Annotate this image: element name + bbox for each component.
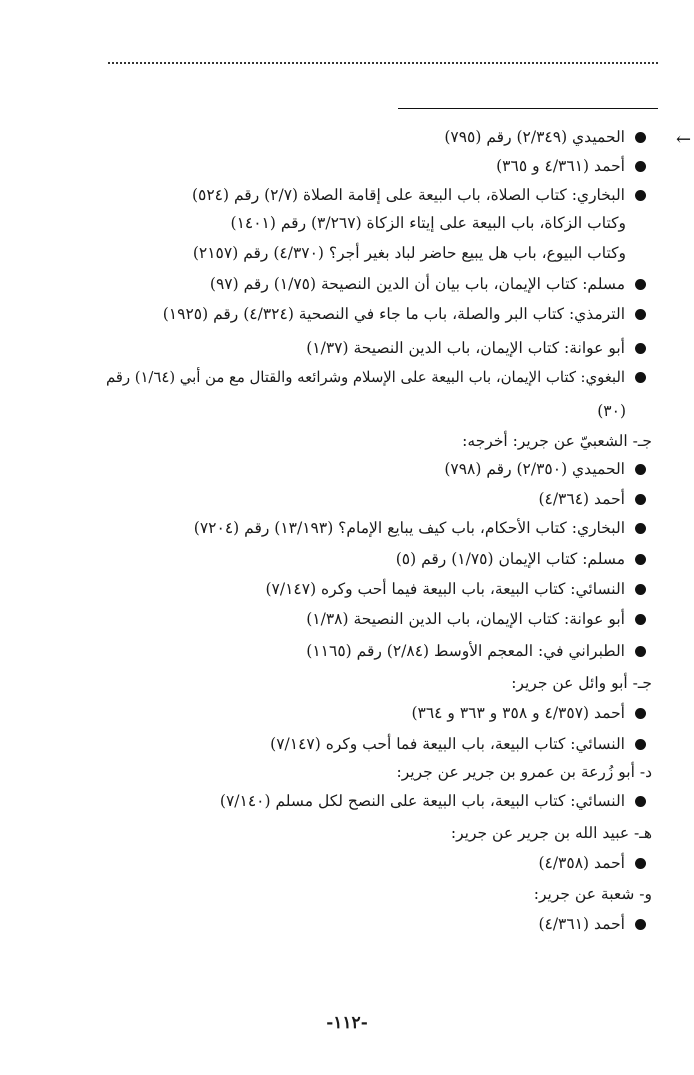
ref-line: أبو عوانة: كتاب الإيمان، باب الدين النصيحة (١/٣٨) <box>306 606 646 632</box>
bullet-icon <box>635 523 646 534</box>
ref-line: مسلم: كتاب الإيمان (١/٧٥) رقم (٥) <box>396 546 646 572</box>
bullet-icon <box>635 464 646 475</box>
ref-line: البخاري: كتاب الصلاة، باب البيعة على إقامة الصلاة (٢/٧) رقم (٥٢٤) <box>192 182 646 208</box>
bullet-icon <box>635 739 646 750</box>
ref-line: أحمد (٤/٣٦١) <box>538 911 646 937</box>
ref-line: الترمذي: كتاب البر والصلة، باب ما جاء في النصحية (٤/٣٢٤) رقم (١٩٢٥) <box>163 301 646 327</box>
footnote-separator-rule <box>398 108 658 109</box>
bullet-icon <box>635 372 646 383</box>
bullet-icon <box>635 132 646 143</box>
left-arrow-icon: ← <box>676 129 692 150</box>
section-heading: د- أبو زُرعة بن عمرو بن جرير عن جرير: <box>396 763 652 781</box>
bullet-icon <box>635 161 646 172</box>
ref-line: الحميدي (٢/٣٥٠) رقم (٧٩٨) <box>444 456 646 482</box>
ref-line: الحميدي (٢/٣٤٩) رقم (٧٩٥) <box>444 124 646 150</box>
ref-continuation: وكتاب البيوع، باب هل يبيع حاضر لباد بغير أجر؟ (٤/٣٧٠) رقم (٢١٥٧) <box>192 244 626 262</box>
ref-line: أبو عوانة: كتاب الإيمان، باب الدين النصيحة (١/٣٧) <box>306 335 646 361</box>
section-heading: هـ- عبيد الله بن جرير عن جرير: <box>450 824 652 842</box>
bullet-icon <box>635 919 646 930</box>
dotted-header-rule <box>108 62 658 64</box>
bullet-icon <box>635 343 646 354</box>
section-heading: جـ- الشعبيّ عن جرير: أخرجه: <box>462 432 652 450</box>
ref-line: النسائي: كتاب البيعة، باب البيعة فيما أحب وكره (٧/١٤٧) <box>265 576 646 602</box>
bullet-icon <box>635 554 646 565</box>
ref-line: النسائي: كتاب البيعة، باب البيعة فما أحب وكره (٧/١٤٧) <box>270 731 646 757</box>
ref-line: أحمد (٤/٣٥٨) <box>538 850 646 876</box>
bullet-icon <box>635 708 646 719</box>
ref-line: البخاري: كتاب الأحكام، باب كيف يبايع الإمام؟ (١٣/١٩٣) رقم (٧٢٠٤) <box>194 515 646 541</box>
bullet-icon <box>635 614 646 625</box>
bullet-icon <box>635 796 646 807</box>
ref-line: مسلم: كتاب الإيمان، باب بيان أن الدين النصيحة (١/٧٥) رقم (٩٧) <box>210 271 646 297</box>
bullet-icon <box>635 494 646 505</box>
bullet-icon <box>635 279 646 290</box>
ref-line: أحمد (٤/٣٥٧ و ٣٥٨ و ٣٦٣ و ٣٦٤) <box>411 700 646 726</box>
bullet-icon <box>635 190 646 201</box>
bullet-icon <box>635 584 646 595</box>
ref-line: البغوي: كتاب الإيمان، باب البيعة على الإسلام وشرائعه والقتال مع من أبي (١/٦٤) رقم <box>106 365 646 391</box>
ref-line: النسائي: كتاب البيعة، باب البيعة على النصح لكل مسلم (٧/١٤٠) <box>220 788 646 814</box>
ref-line: الطبراني في: المعجم الأوسط (٢/٨٤) رقم (١١٦٥) <box>306 638 646 664</box>
bullet-icon <box>635 646 646 657</box>
section-heading: و- شعبة عن جرير: <box>533 885 652 903</box>
page-number: -١١٢- <box>326 1013 368 1033</box>
bullet-icon <box>635 858 646 869</box>
section-heading: جـ- أبو وائل عن جرير: <box>511 674 652 692</box>
ref-continuation: (٣٠) <box>597 402 626 420</box>
ref-line: أحمد (٤/٣٦١ و ٣٦٥) <box>496 153 646 179</box>
ref-line: أحمد (٤/٣٦٤) <box>538 486 646 512</box>
ref-continuation: وكتاب الزكاة، باب البيعة على إيتاء الزكاة (٣/٢٦٧) رقم (١٤٠١) <box>230 214 626 232</box>
bullet-icon <box>635 309 646 320</box>
